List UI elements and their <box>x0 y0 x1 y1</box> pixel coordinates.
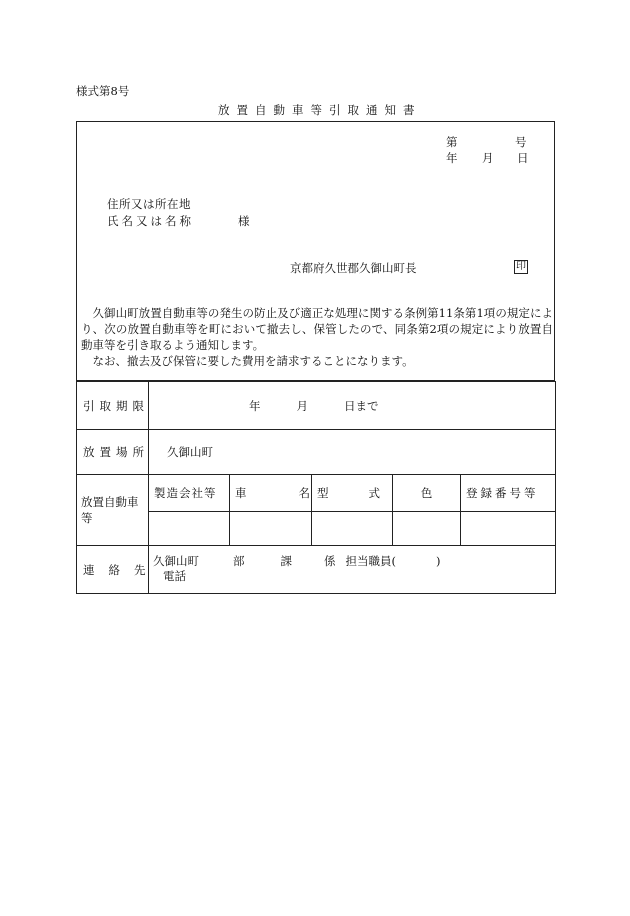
vehicle-name-column-header: 車 名 <box>230 475 312 512</box>
model-cell <box>312 512 393 546</box>
vehicle-name-cell <box>230 512 312 546</box>
honorific: 様 <box>238 214 250 228</box>
contact-town: 久御山町 <box>153 554 199 568</box>
contact-department-line <box>153 554 555 569</box>
contact-label: 連絡先 <box>77 546 149 594</box>
form-number: 様式第8号 <box>76 84 130 98</box>
vehicle-header-row <box>77 475 556 512</box>
reference-number-suffix: 号 <box>515 135 527 149</box>
manufacturer-cell <box>149 512 230 546</box>
contact-department: 部 <box>233 554 245 568</box>
seal-stamp-mark: 印 <box>516 261 526 272</box>
pickup-month-label: 月 <box>296 398 308 413</box>
issuer-name: 京都府久世郡久御山町長 <box>290 261 417 275</box>
contact-section: 課 <box>280 554 292 568</box>
vehicle-label: 放置自動車等 <box>77 475 149 546</box>
manufacturer-column-header: 製造会社等 <box>149 475 230 512</box>
document-title: 放置自動車等引取通知書 <box>218 103 422 117</box>
color-cell <box>393 512 461 546</box>
reference-number-label: 第 <box>446 135 458 149</box>
contact-row <box>77 546 556 594</box>
contact-staff: 担当職員( <box>345 554 396 568</box>
color-column-header: 色 <box>393 475 461 512</box>
vehicle-details-table <box>76 381 556 594</box>
contact-phone: 電話 <box>163 569 186 583</box>
contact-unit: 係 <box>324 554 336 568</box>
notice-paragraph: なお、撤去及び保管に要した費用を請求することになります。 <box>92 354 414 368</box>
address-label: 住所又は所在地 <box>107 197 191 211</box>
pickup-deadline-row <box>77 382 556 430</box>
name-label: 氏名又は名称 <box>107 214 194 228</box>
vehicle-entry-row <box>77 512 556 546</box>
contact-staff-close: ) <box>436 554 441 568</box>
model-column-header: 型 式 <box>312 475 393 512</box>
date-year-label: 年 <box>446 151 458 165</box>
registration-column-header: 登録番号等 <box>461 475 556 512</box>
date-month-label: 月 <box>482 151 494 165</box>
storage-location-row <box>77 430 556 475</box>
notice-paragraph: 久御山町放置自動車等の発生の防止及び適正な処理に関する条例第11条第1項の規定により、次の放置自動車等を町において撤去し、保管したので、同条第2項の規定により放置自動車等を引き取るよう通知します。 <box>81 306 553 352</box>
notice-body <box>81 305 553 369</box>
pickup-year-label: 年 <box>249 398 261 413</box>
pickup-deadline-label: 引取期限 <box>77 382 149 430</box>
pickup-until-label: 日まで <box>344 398 379 413</box>
contact-value <box>149 546 556 594</box>
pickup-deadline-value <box>149 382 556 430</box>
storage-location-value: 久御山町 <box>149 430 556 475</box>
storage-location-label: 放置場所 <box>77 430 149 475</box>
date-day-label: 日 <box>517 151 529 165</box>
notice-section <box>76 121 555 381</box>
registration-cell <box>461 512 556 546</box>
